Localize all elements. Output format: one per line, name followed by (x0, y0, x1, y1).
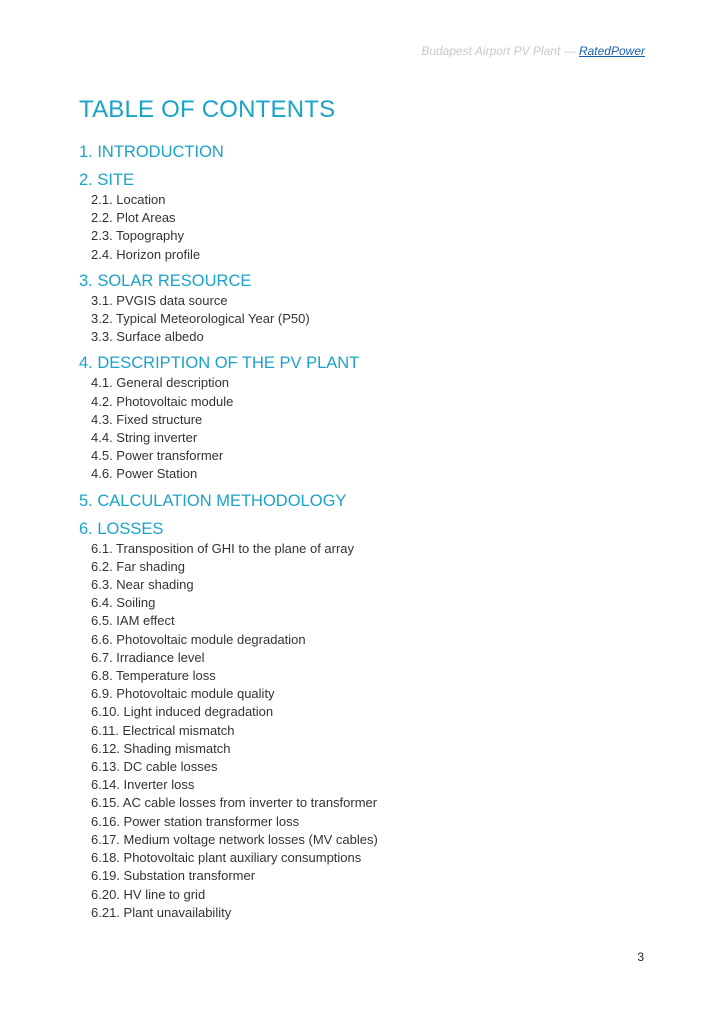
toc-subitem[interactable]: 6.20. HV line to grid (91, 886, 206, 902)
toc-subitem[interactable]: 6.10. Light induced degradation (91, 704, 274, 720)
toc-subitem[interactable]: 2.2. Plot Areas (91, 210, 176, 226)
toc-subitem[interactable]: 6.18. Photovoltaic plant auxiliary consumptions (91, 850, 362, 866)
toc-section-title[interactable]: 6. LOSSES (79, 519, 164, 538)
toc-subitem[interactable]: 6.19. Substation transformer (91, 868, 256, 884)
toc-subitem[interactable]: 6.15. AC cable losses from inverter to transformer (91, 795, 378, 811)
toc-subitem[interactable]: 6.3. Near shading (91, 577, 194, 593)
toc-subitem[interactable]: 6.2. Far shading (91, 558, 185, 574)
toc-subitem[interactable]: 6.16. Power station transformer loss (91, 813, 300, 829)
toc-subitem[interactable]: 6.12. Shading mismatch (91, 740, 231, 756)
toc-subitem[interactable]: 2.4. Horizon profile (91, 246, 201, 262)
toc-section (79, 141, 659, 163)
toc-subitem[interactable]: 6.8. Temperature loss (91, 668, 216, 684)
toc-subitem[interactable]: 3.3. Surface albedo (91, 329, 204, 345)
toc-section (79, 490, 659, 512)
toc-subitem[interactable]: 4.4. String inverter (91, 430, 198, 446)
toc-section (79, 169, 659, 264)
header-text: Budapest Airport PV Plant — (421, 44, 579, 58)
toc-section-title[interactable]: 3. SOLAR RESOURCE (79, 271, 252, 290)
toc-subitem[interactable]: 6.17. Medium voltage network losses (MV cables) (91, 831, 378, 847)
toc-subitem[interactable]: 4.2. Photovoltaic module (91, 393, 234, 409)
toc-section-title[interactable]: 1. INTRODUCTION (79, 143, 224, 161)
toc-section-title[interactable]: 4. DESCRIPTION OF THE PV PLANT (79, 354, 360, 373)
toc-subitem[interactable]: 4.5. Power transformer (91, 448, 224, 464)
page-number: 3 (637, 950, 644, 964)
toc-section-title[interactable]: 5. CALCULATION METHODOLOGY (79, 491, 347, 510)
toc-subitem[interactable]: 6.1. Transposition of GHI to the plane of array (91, 540, 355, 556)
toc-subitem[interactable]: 6.14. Inverter loss (91, 777, 195, 793)
toc-subitem[interactable]: 6.21. Plant unavailability (91, 904, 232, 920)
toc-subitem[interactable]: 6.9. Photovoltaic module quality (91, 686, 275, 702)
toc-subitem[interactable]: 6.11. Electrical mismatch (91, 722, 235, 738)
toc-subitem[interactable]: 6.4. Soiling (91, 595, 156, 611)
toc-title: TABLE OF CONTENTS (79, 96, 336, 123)
toc-subitem[interactable]: 6.7. Irradiance level (91, 649, 205, 665)
toc-subitem[interactable]: 4.6. Power Station (91, 466, 198, 482)
toc-section-title[interactable]: 2. SITE (79, 171, 135, 189)
toc-subitem[interactable]: 2.3. Topography (91, 228, 184, 244)
toc-subitem[interactable]: 4.1. General description (91, 375, 230, 391)
toc-subitem[interactable]: 3.2. Typical Meteorological Year (P50) (91, 311, 310, 327)
toc-subitem[interactable]: 2.1. Location (91, 192, 166, 207)
toc-subitem[interactable]: 4.3. Fixed structure (91, 411, 203, 427)
toc-section (79, 352, 659, 483)
toc-subitem[interactable]: 6.5. IAM effect (91, 613, 175, 629)
toc-section (79, 518, 659, 922)
table-of-contents (79, 141, 659, 922)
toc-subitem[interactable]: 3.1. PVGIS data source (91, 292, 228, 308)
toc-section (79, 270, 659, 347)
toc-subitem[interactable]: 6.6. Photovoltaic module degradation (91, 631, 306, 647)
toc-subitem[interactable]: 6.13. DC cable losses (91, 759, 218, 775)
running-header (421, 44, 645, 58)
brand-link[interactable]: RatedPower (578, 44, 645, 58)
